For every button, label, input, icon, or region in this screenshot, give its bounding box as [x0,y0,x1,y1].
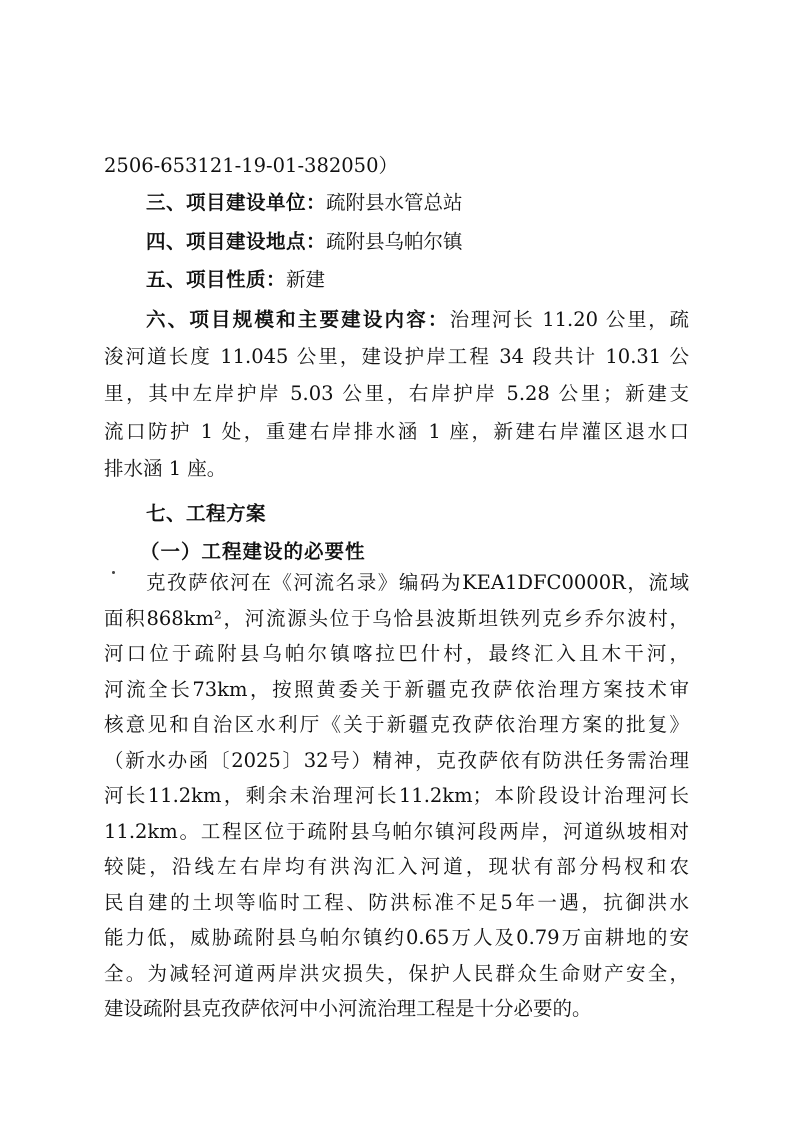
section-6-line: 里，其中左岸护岸 5.03 公里，右岸护岸 5.28 公里；新建支 [104,382,689,405]
section-6-line: 排水涵 1 座。 [104,457,227,480]
body-line: 建设疏附县克孜萨依河中小河流治理工程是十分必要的。 [104,997,592,1020]
body-line: 11.2km。工程区位于疏附县乌帕尔镇河段两岸，河道纵坡相对 [104,820,689,843]
section-5-value: 新建 [286,268,326,291]
section-6-text: 治理河长 11.20 公里，疏 [449,308,689,331]
body-line: 全。为减轻河道两岸洪灾损失，保护人民群众生命财产安全， [104,962,689,985]
body-line: 河长11.2km，剩余未治理河长11.2km；本阶段设计治理河长 [104,784,689,807]
section-3-paragraph [146,185,689,221]
section-6-first-line [146,302,689,338]
body-line: 能力低，威胁疏附县乌帕尔镇约0.65万人及0.79万亩耕地的安 [104,926,689,949]
body-line: 克孜萨依河在《河流名录》编码为KEA1DFC0000R，流域 [146,571,689,594]
section-4-label: 四、项目建设地点： [146,230,327,253]
body-line: （新水办函〔2025〕32号）精神，克孜萨依有防洪任务需治理 [104,749,689,772]
project-code-line: 2506-653121-19-01-382050） [104,154,398,177]
section-7-heading: 七、工程方案 [146,502,267,525]
section-6-line: 流口防护 1 处，重建右岸排水涵 1 座，新建右岸灌区退水口 [104,420,689,443]
body-line: 较陡，沿线左右岸均有洪沟汇入河道，现状有部分杩杈和农 [104,855,689,878]
section-4-value: 疏附县乌帕尔镇 [326,230,463,253]
section-3-label: 三、项目建设单位： [146,191,327,214]
section-4-paragraph [146,224,689,260]
section-3-value: 疏附县水管总站 [326,191,463,214]
section-5-label: 五、项目性质： [146,268,287,291]
body-line: 河口位于疏附县乌帕尔镇喀拉巴什村，最终汇入且木干河， [104,642,689,665]
body-line: 核意见和自治区水利厅《关于新疆克孜萨依治理方案的批复》 [104,713,689,736]
scan-speck [112,571,115,574]
section-5-paragraph [146,262,689,298]
body-line: 河流全长73km，按照黄委关于新疆克孜萨依治理方案技术审 [104,678,689,701]
section-6-line: 浚河道长度 11.045 公里，建设护岸工程 34 段共计 10.31 公 [104,345,689,368]
body-line: 面积868km²，河流源头位于乌恰县波斯坦铁列克乡乔尔波村， [104,607,689,630]
section-6-label: 六、项目规模和主要建设内容： [146,308,450,331]
body-line: 民自建的土坝等临时工程、防洪标准不足5年一遇，抗御洪水 [104,891,689,914]
subsection-1-heading: （一）工程建设的必要性 [140,540,366,563]
